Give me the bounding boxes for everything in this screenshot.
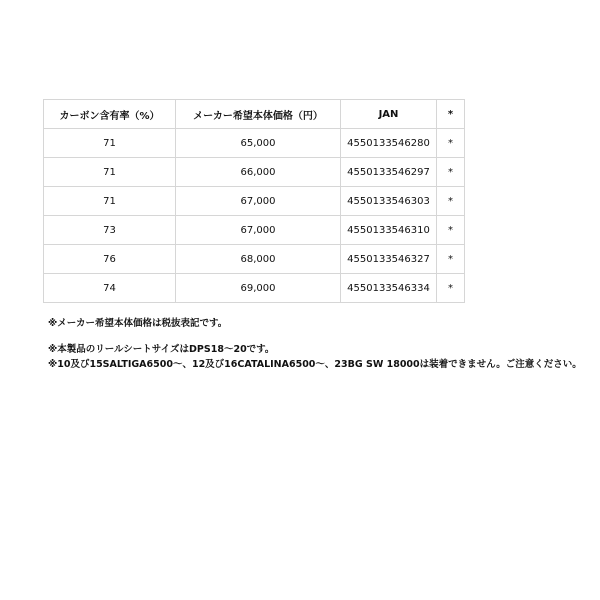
- cell-price: 67,000: [176, 216, 341, 245]
- cell-carbon: 76: [44, 245, 176, 274]
- table-row: [44, 187, 465, 216]
- table-row: [44, 216, 465, 245]
- cell-jan: 4550133546310: [341, 216, 437, 245]
- notes-block: [48, 316, 600, 372]
- cell-jan: 4550133546303: [341, 187, 437, 216]
- table-row: [44, 274, 465, 303]
- tax-note: ※メーカー希望本体価格は税抜表記です。: [48, 318, 228, 329]
- reel-seat-note: ※本製品のリールシートサイズはDPS18～20です。: [48, 344, 275, 355]
- cell-price: 68,000: [176, 245, 341, 274]
- cell-mark: *: [437, 187, 465, 216]
- header-jan: JAN: [341, 100, 437, 129]
- cell-mark: *: [437, 158, 465, 187]
- cell-jan: 4550133546297: [341, 158, 437, 187]
- cell-carbon: 71: [44, 187, 176, 216]
- cell-carbon: 71: [44, 129, 176, 158]
- header-price: メーカー希望本体価格（円）: [176, 100, 341, 129]
- cell-mark: *: [437, 245, 465, 274]
- table-row: [44, 129, 465, 158]
- cell-jan: 4550133546334: [341, 274, 437, 303]
- table-row: [44, 245, 465, 274]
- cell-carbon: 71: [44, 158, 176, 187]
- compatibility-note: ※10及び15SALTIGA6500～、12及び16CATALINA6500～、23BG SW 18000は装着できません。ご注意ください。: [48, 359, 582, 370]
- table-header-row: [44, 100, 465, 129]
- spec-table: [43, 99, 465, 303]
- cell-price: 69,000: [176, 274, 341, 303]
- cell-price: 67,000: [176, 187, 341, 216]
- cell-carbon: 73: [44, 216, 176, 245]
- cell-mark: *: [437, 216, 465, 245]
- header-mark: *: [437, 100, 465, 129]
- cell-jan: 4550133546327: [341, 245, 437, 274]
- cell-price: 66,000: [176, 158, 341, 187]
- cell-mark: *: [437, 129, 465, 158]
- cell-price: 65,000: [176, 129, 341, 158]
- table-row: [44, 158, 465, 187]
- cell-carbon: 74: [44, 274, 176, 303]
- header-carbon: カーボン含有率（%）: [44, 100, 176, 129]
- cell-mark: *: [437, 274, 465, 303]
- cell-jan: 4550133546280: [341, 129, 437, 158]
